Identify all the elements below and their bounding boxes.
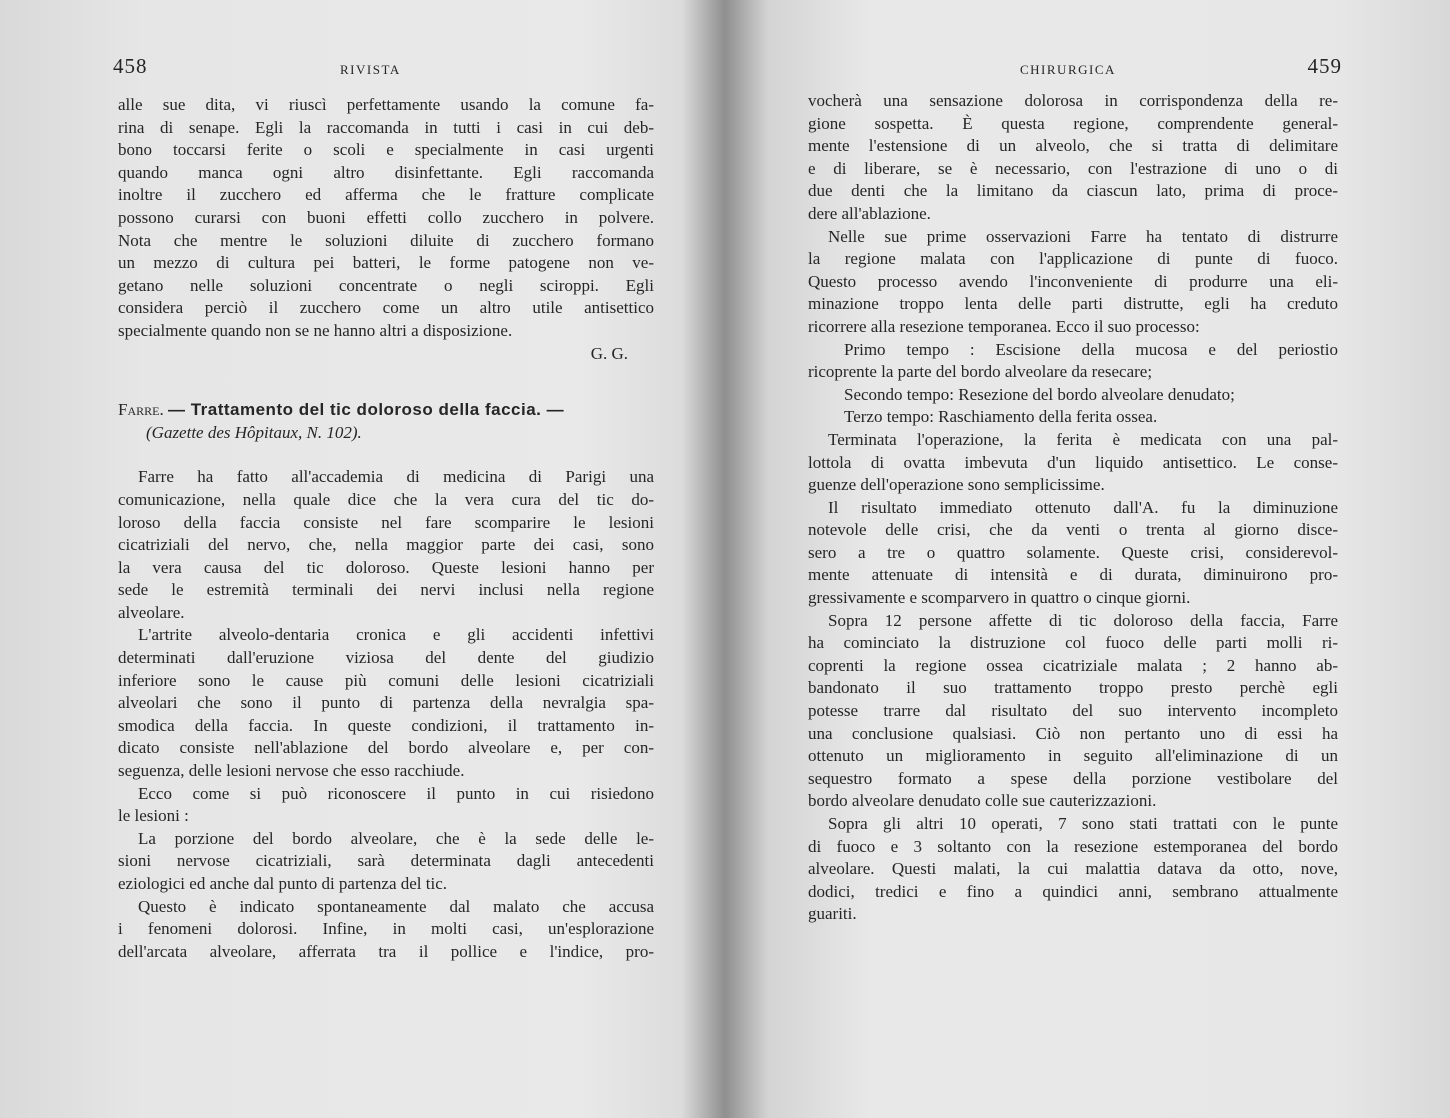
right-paragraph-block [808,90,1338,926]
text-line: Nelle sue prime osservazioni Farre ha tentato di distrurre [828,226,1338,246]
spacer [118,365,654,387]
text-line: gione sospetta. È questa regione, comprendente general- [808,113,1338,133]
text-line: la regione malata con l'applicazione di punte di fuoco. [808,249,1338,269]
left-text-column [118,94,654,963]
text-line: Questo processo avendo l'inconveniente di produrre una eli- [808,271,1338,291]
signature: G. G. [590,343,628,363]
right-page [725,0,1450,1118]
text-line: bandonato il suo trattamento troppo presto perchè egli [808,678,1338,698]
text-line: Primo tempo : Escisione della mucosa e del periostio [844,339,1338,359]
text-line: coprenti la regione ossea cicatriziale malata ; 2 hanno ab- [808,655,1338,675]
text-line: Terminata l'operazione, la ferita è medicata con una pal- [828,429,1338,449]
text-line: La porzione del bordo alveolare, che è la sede delle le- [138,828,654,848]
text-line: bono toccarsi ferite o scoli e specialmente in casi urgenti [118,140,654,160]
text-line: quando manca ogni altro disinfettante. Egli raccomanda [118,162,654,182]
right-page-number: 459 [1307,54,1342,78]
text-line: e di liberare, se è necessario, con l'estrazione di uno o di [808,158,1338,178]
text-line: dodici, tredici e fino a quindici anni, sembrano attualmente [808,881,1338,901]
text-line: Ecco come si può riconoscere il punto in cui risiedono [138,783,654,803]
article-author: Farre. [118,400,164,420]
text-line: smodica della faccia. In queste condizioni, il trattamento in- [118,715,654,735]
text-line: Sopra gli altri 10 operati, 7 sono stati trattati con le punte [828,814,1338,833]
text-line: dere all'ablazione. [808,203,931,223]
text-line: getano nelle soluzioni concentrate o negli sciroppi. Egli [118,275,654,295]
text-line: ricorrere alla resezione temporanea. Ecco il suo processo: [808,316,1200,336]
text-line: loroso della faccia consiste nel fare scomparire le lesioni [118,512,654,532]
text-line: di fuoco e 3 soltanto con la resezione estemporanea del bordo [808,836,1338,856]
text-line: gressivamente e scomparvero in quattro o cinque giorni. [808,588,1191,608]
right-running-head [725,54,1450,84]
text-line: Nota che mentre le soluzioni diluite di zucchero formano [118,230,654,250]
left-paragraph-block-2 [118,466,654,963]
spacer [118,387,654,399]
text-line: un mezzo di cultura pei batteri, le forme patogene non ve- [118,253,654,273]
text-line: Il risultato immediato ottenuto dall'A. fu la diminuzione [828,497,1338,517]
text-line: dell'arcata alveolare, afferrata tra il pollice e l'indice, pro- [118,941,654,961]
text-line: ottenuto un miglioramento in seguito all'eliminazione di un [808,746,1338,766]
text-line: alveolare. Questi malati, la cui malattia datava da otto, nove, [808,859,1338,879]
text-line: guenze dell'operazione sono semplicissime. [808,475,1105,495]
text-line: mente l'estensione di un alveolo, che si tratta di delimitare [808,136,1338,156]
text-line: Farre ha fatto all'accademia di medicina di Parigi una [138,467,654,487]
text-line: ha cominciato la distruzione col fuoco delle parti molli ri- [808,633,1338,653]
text-line: cicatriziali del nervo, che, nella maggior parte dei casi, sono [118,535,654,555]
text-line: alveolare. [118,602,185,622]
text-line: inoltre il zucchero ed afferma che le fratture complicate [118,185,654,205]
text-line: sero a tre o quattro solamente. Queste crisi, considerevol- [808,542,1338,562]
text-line: la vera causa del tic doloroso. Queste lesioni hanno per [118,557,654,577]
text-line: sede le estremità terminali dei nervi inclusi nella regione [118,580,654,600]
text-line: inferiore sono le cause più comuni delle lesioni cicatriziali [118,670,654,690]
left-running-head [0,54,725,84]
text-line: eziologici ed anche dal punto di partenza del tic. [118,874,448,893]
left-running-title: RIVISTA [340,62,401,77]
text-line: Sopra 12 persone affette di tic doloroso della faccia, Farre [828,610,1338,630]
left-page-number: 458 [113,54,148,78]
text-line: L'artrite alveolo-dentaria cronica e gli accidenti infettivi [138,625,654,645]
article-title: — Trattamento del tic doloroso della faccia. — [167,400,565,420]
text-line: ricoprente la parte del bordo alveolare da resecare; [808,362,1153,382]
text-line: specialmente quando non se ne hanno altri a disposizione. [118,320,513,340]
text-line: possono curarsi con buoni effetti collo zucchero in polvere. [118,207,654,227]
text-line: determinati dall'eruzione viziosa del dente del giudizio [118,648,654,668]
text-line: minazione troppo lenta delle parti distrutte, egli ha creduto [808,294,1338,314]
text-line: Terzo tempo: Raschiamento della ferita ossea. [844,407,1158,427]
text-line: bordo alveolare denudato colle sue cauterizzazioni. [808,791,1157,811]
text-line: mente attenuate di intensità e di durata, diminuirono pro- [808,565,1338,585]
left-paragraph-block-1 [118,94,654,343]
text-line: notevole delle crisi, che da venti o trenta al giorno disce- [808,520,1338,540]
text-line: sioni nervose cicatriziali, sarà determinata dagli antecedenti [118,851,654,871]
right-running-title: CHIRURGICA [1020,62,1116,77]
right-text-column [808,90,1338,926]
text-line: guariti. [808,904,857,924]
text-line: Questo è indicato spontaneamente dal malato che accusa [138,896,654,916]
text-line: le lesioni : [118,806,189,826]
text-line: vocherà una sensazione dolorosa in corrispondenza della re- [808,91,1338,110]
text-line: due denti che la limitano da ciascun lato, prima di proce- [808,181,1338,201]
text-line: una conclusione qualsiasi. Ciò non pertanto uno di essi ha [808,723,1338,743]
text-line: alveolari che sono il punto di partenza della nevralgia spa- [118,693,654,713]
text-line: rina di senape. Egli la raccomanda in tutti i casi in cui deb- [118,117,654,137]
spacer [118,444,654,466]
text-line: considera perciò il zucchero come un altro utile antisettico [118,298,654,318]
text-line: dicato consiste nell'ablazione del bordo alveolare e, per con- [118,738,654,758]
text-line: potesse trarre dal risultato del suo intervento incompleto [808,701,1338,721]
text-line: seguenza, delle lesioni nervose che esso racchiude. [118,761,465,781]
article-source: (Gazette des Hôpitaux, N. 102). [146,422,362,442]
text-line: i fenomeni dolorosi. Infine, in molti casi, un'esplorazione [118,919,654,939]
text-line: sequestro formato a spese della porzione vestibolare del [808,768,1338,788]
text-line: lottola di ovatta imbevuta d'un liquido antisettico. Le conse- [808,452,1338,472]
text-line: alle sue dita, vi riuscì perfettamente usando la comune fa- [118,95,654,114]
article-heading [118,399,654,422]
text-line: Secondo tempo: Resezione del bordo alveolare denudato; [844,384,1235,404]
text-line: comunicazione, nella quale dice che la vera cura del tic do- [118,489,654,509]
